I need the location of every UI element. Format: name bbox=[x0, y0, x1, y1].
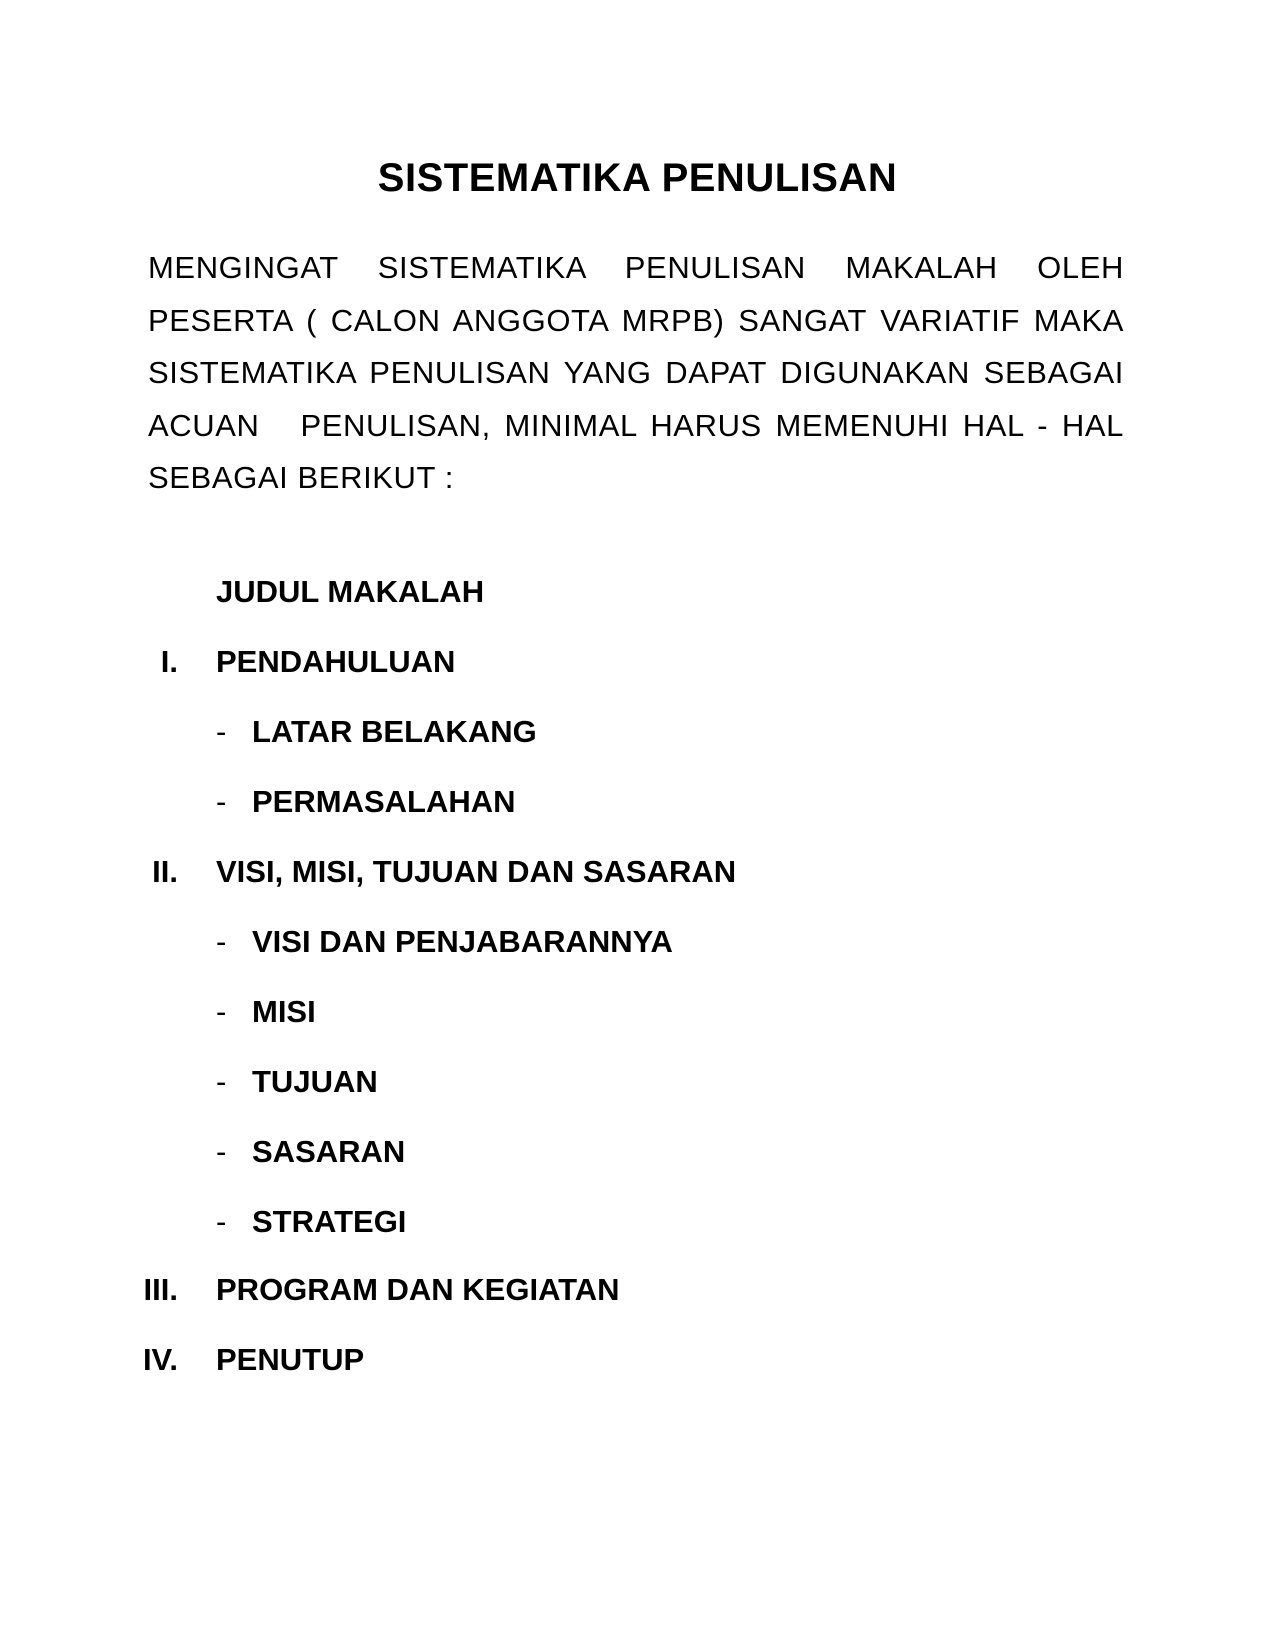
dash-bullet: - bbox=[216, 714, 227, 749]
subitem-strategi: STRATEGI bbox=[252, 1204, 407, 1239]
subitem-misi: MISI bbox=[252, 994, 316, 1029]
subitem-permasalahan: PERMASALAHAN bbox=[252, 784, 516, 819]
dash-bullet: - bbox=[216, 784, 227, 819]
section-heading-program: PROGRAM DAN KEGIATAN bbox=[216, 1272, 620, 1307]
dash-bullet: - bbox=[216, 1134, 227, 1169]
subitem-tujuan: TUJUAN bbox=[252, 1064, 378, 1099]
dash-bullet: - bbox=[216, 1204, 227, 1239]
dash-bullet: - bbox=[216, 994, 227, 1029]
intro-paragraph bbox=[148, 242, 1124, 505]
section-heading-pendahuluan: PENDAHULUAN bbox=[216, 644, 456, 679]
intro-line: SEBAGAI BERIKUT : bbox=[148, 460, 454, 495]
section-heading-visi-misi: VISI, MISI, TUJUAN DAN SASARAN bbox=[216, 854, 737, 889]
intro-line: ACUAN PENULISAN, MINIMAL HARUS MEMENUHI HAL - HAL bbox=[148, 407, 1124, 443]
section-heading-penutup: PENUTUP bbox=[216, 1342, 365, 1377]
intro-line: MENGINGAT SISTEMATIKA PENULISAN MAKALAH OLEH bbox=[148, 250, 1124, 285]
dash-bullet: - bbox=[216, 1064, 227, 1099]
subitem-sasaran: SASARAN bbox=[252, 1134, 406, 1169]
intro-line: PESERTA ( CALON ANGGOTA MRPB) SANGAT VARIATIF MAKA bbox=[148, 302, 1124, 338]
subitem-latar-belakang: LATAR BELAKANG bbox=[252, 714, 537, 749]
section-number: III. bbox=[143, 1272, 178, 1307]
section-number: I. bbox=[160, 644, 178, 679]
section-number: II. bbox=[152, 854, 178, 889]
page-title: SISTEMATIKA PENULISAN bbox=[377, 156, 898, 200]
section-number: IV. bbox=[142, 1342, 178, 1377]
intro-line: SISTEMATIKA PENULISAN YANG DAPAT DIGUNAKAN SEBAGAI bbox=[148, 355, 1124, 390]
outline-judul: JUDUL MAKALAH bbox=[216, 574, 485, 609]
dash-bullet: - bbox=[216, 924, 227, 959]
subitem-visi: VISI DAN PENJABARANNYA bbox=[252, 924, 673, 959]
